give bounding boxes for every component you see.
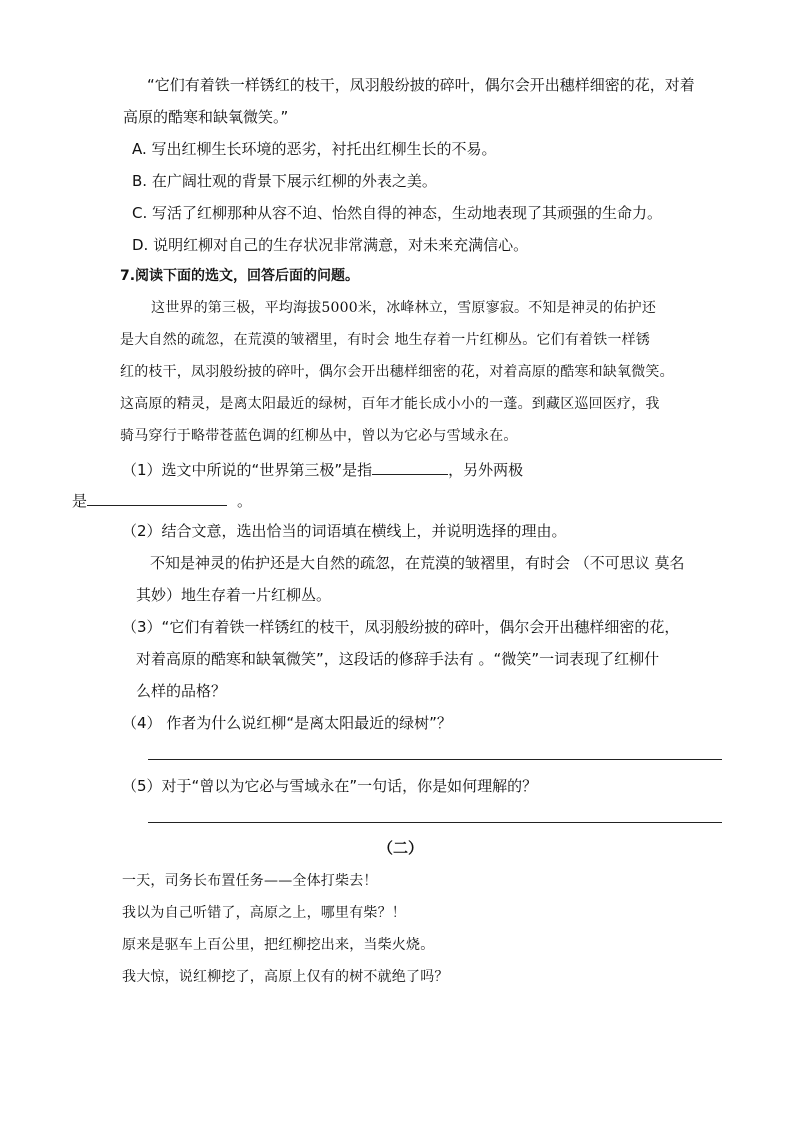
sub-question-1-text-3: 是 <box>72 492 88 510</box>
sub-question-3-line-2: 对着高原的酷寒和缺氧微笑”，这段话的修辞手法有 。“微笑”一词表现了红柳什 <box>136 650 660 668</box>
sub-question-1-text-4: 。 <box>237 492 253 510</box>
quote-line-1: “它们有着铁一样锈红的枝干，凤羽般纷披的碎叶，偶尔会开出穗样细密的花，对着 <box>147 76 695 94</box>
passage-line-5: 骑马穿行于略带苍蓝色调的红柳丛中，曾以为它必与雪域永在。 <box>120 428 518 444</box>
option-c: C. 写活了红柳那种从容不迫、怡然自得的神态，生动地表现了其顽强的生命力。 <box>132 204 663 222</box>
passage-line-1: 这世界的第三极，平均海拔5000米，冰峰林立，雪原寥寂。不知是神灵的佑护还 <box>151 300 657 316</box>
passage-line-4: 这高原的精灵，是离太阳最近的绿树，百年才能长成小小的一蓬。到藏区巡回医疗，我 <box>120 396 660 412</box>
section-2-title: （二） <box>378 839 424 857</box>
sub-question-3-line-3: 么样的品格？ <box>136 682 227 700</box>
sub-question-4: （4） 作者为什么说红柳“是离太阳最近的绿树”？ <box>122 714 452 732</box>
section-2-line-2: 我以为自己听错了，高原之上，哪里有柴？！ <box>122 905 406 921</box>
answer-blank-2[interactable] <box>87 489 227 506</box>
answer-line-4[interactable] <box>148 759 722 760</box>
section-2-line-3: 原来是驱车上百公里，把红柳挖出来，当柴火烧。 <box>122 937 435 953</box>
section-2-line-4: 我大惊，说红柳挖了，高原上仅有的树不就绝了吗？ <box>122 969 449 985</box>
passage-line-2: 是大自然的疏忽，在荒漠的皱褶里，有时会 地生存着一片红柳丛。它们有着铁一样锈 <box>120 332 651 348</box>
option-a: A. 写出红柳生长环境的恶劣，衬托出红柳生长的不易。 <box>132 140 497 158</box>
option-b: B. 在广阔壮观的背景下展示红柳的外表之美。 <box>132 172 437 190</box>
sub-question-2-line-1: 不知是神灵的佑护还是大自然的疏忽，在荒漠的皱褶里，有时会 （不可思议 莫名 <box>150 554 685 572</box>
sub-question-1-text-2: ，另外两极 <box>448 461 524 479</box>
question-7-heading: 7.阅读下面的选文，回答后面的问题。 <box>120 268 360 284</box>
answer-line-5[interactable] <box>148 822 722 823</box>
quote-line-2: 高原的酷寒和缺氧微笑。” <box>123 108 289 126</box>
sub-question-1 <box>122 458 523 480</box>
sub-question-2-line-2: 其妙）地生存着一片红柳丛。 <box>136 586 332 604</box>
sub-question-1-text: （1）选文中所说的“世界第三极”是指 <box>122 461 373 479</box>
sub-question-3-line-1: （3）“它们有着铁一样锈红的枝干，凤羽般纷披的碎叶，偶尔会开出穗样细密的花， <box>122 618 680 636</box>
sub-question-1-cont <box>72 489 252 511</box>
sub-question-2: （2）结合文意，选出恰当的词语填在横线上，并说明选择的理由。 <box>122 522 567 540</box>
option-d: D. 说明红柳对自己的生存状况非常满意，对未来充满信心。 <box>132 236 529 254</box>
passage-line-3: 红的枝干，凤羽般纷披的碎叶，偶尔会开出穗样细密的花，对着高原的酷寒和缺氧微笑。 <box>120 364 674 380</box>
answer-blank-1[interactable] <box>372 458 448 475</box>
sub-question-5: （5）对于“曾以为它必与雪域永在”一句话，你是如何理解的？ <box>122 777 538 795</box>
section-2-line-1: 一天，司务长布置任务——全体打柴去！ <box>122 873 378 889</box>
